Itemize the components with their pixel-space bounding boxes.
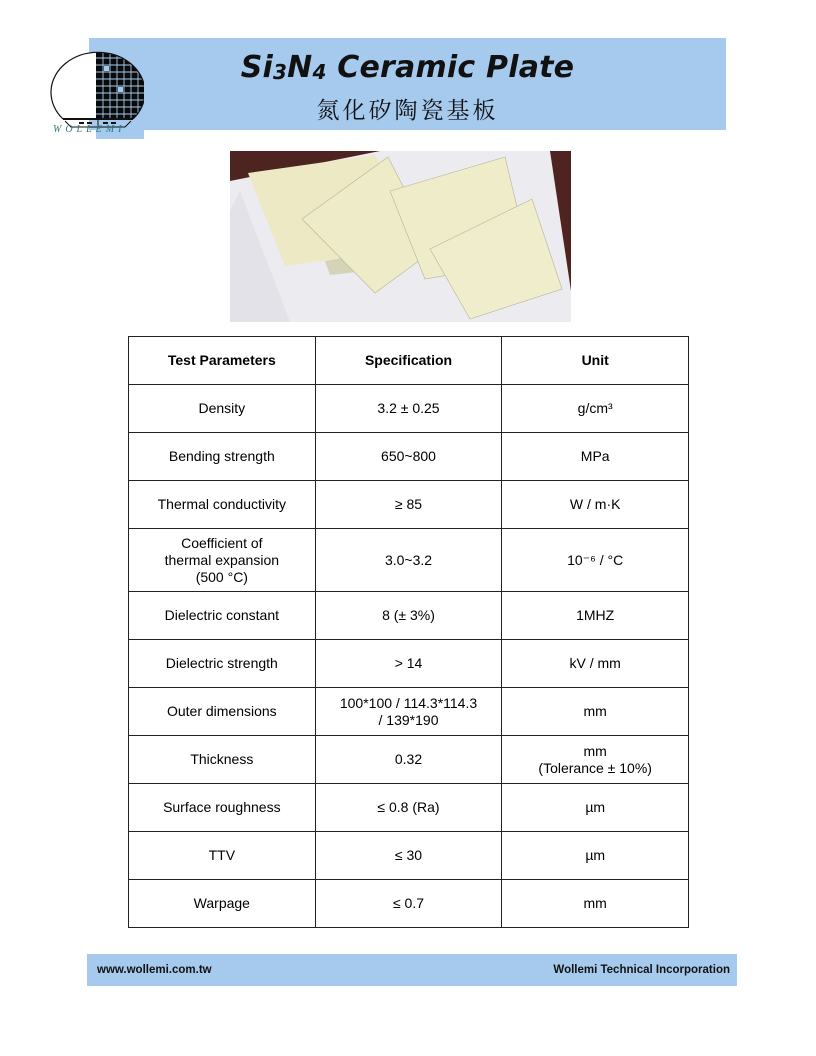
unit-cell: kV / mm (502, 640, 689, 688)
table-row (129, 688, 689, 736)
param-cell: Outer dimensions (129, 688, 316, 736)
footer-company-name: Wollemi Technical Incorporation (553, 964, 730, 976)
unit-cell: 1MHZ (502, 592, 689, 640)
spec-cell: ≥ 85 (315, 481, 502, 529)
table-row (129, 736, 689, 784)
spec-cell: ≤ 0.7 (315, 880, 502, 928)
table-row (129, 385, 689, 433)
table-row (129, 640, 689, 688)
page-title: $Si_3N_4$ Ceramic Plate (240, 50, 575, 85)
unit-cell: MPa (502, 433, 689, 481)
param-cell: Warpage (129, 880, 316, 928)
table-header-row (129, 337, 689, 385)
unit-cell: mm (502, 880, 689, 928)
param-cell: Dielectric strength (129, 640, 316, 688)
column-header-unit: Unit (502, 337, 689, 385)
column-header-test-parameters: Test Parameters (129, 337, 316, 385)
unit-cell: mm (502, 688, 689, 736)
column-header-specification: Specification (315, 337, 502, 385)
param-cell: TTV (129, 832, 316, 880)
table-row (129, 784, 689, 832)
unit-cell: mm (Tolerance ± 10%) (502, 736, 689, 784)
param-cell: Thickness (129, 736, 316, 784)
table-row (129, 592, 689, 640)
unit-cell: W / m·K (502, 481, 689, 529)
param-cell: Dielectric constant (129, 592, 316, 640)
spec-cell: > 14 (315, 640, 502, 688)
spec-cell: 3.0~3.2 (315, 529, 502, 592)
footer-website-link[interactable]: www.wollemi.com.tw (97, 964, 212, 976)
unit-cell: g/cm³ (502, 385, 689, 433)
unit-cell: µm (502, 784, 689, 832)
spec-cell: 8 (± 3%) (315, 592, 502, 640)
table-row (129, 433, 689, 481)
table-row (129, 529, 689, 592)
unit-cell: µm (502, 832, 689, 880)
param-cell: Surface roughness (129, 784, 316, 832)
param-cell: Bending strength (129, 433, 316, 481)
ceramic-plates-photo (230, 151, 571, 322)
param-cell: Density (129, 385, 316, 433)
spec-cell: 650~800 (315, 433, 502, 481)
table-row (129, 481, 689, 529)
spec-cell: 100*100 / 114.3*114.3 / 139*190 (315, 688, 502, 736)
spec-cell: ≤ 0.8 (Ra) (315, 784, 502, 832)
unit-cell: 10⁻⁶ / °C (502, 529, 689, 592)
specification-table (128, 336, 689, 928)
spec-cell: ≤ 30 (315, 832, 502, 880)
spec-cell: 0.32 (315, 736, 502, 784)
spec-cell: 3.2 ± 0.25 (315, 385, 502, 433)
param-cell: Coefficient of thermal expansion (500 °C) (129, 529, 316, 592)
param-cell: Thermal conductivity (129, 481, 316, 529)
table-row (129, 832, 689, 880)
logo-text: WOLLEMI (53, 124, 126, 135)
page-subtitle-chinese: 氮化矽陶瓷基板 (316, 98, 499, 124)
table-row (129, 880, 689, 928)
